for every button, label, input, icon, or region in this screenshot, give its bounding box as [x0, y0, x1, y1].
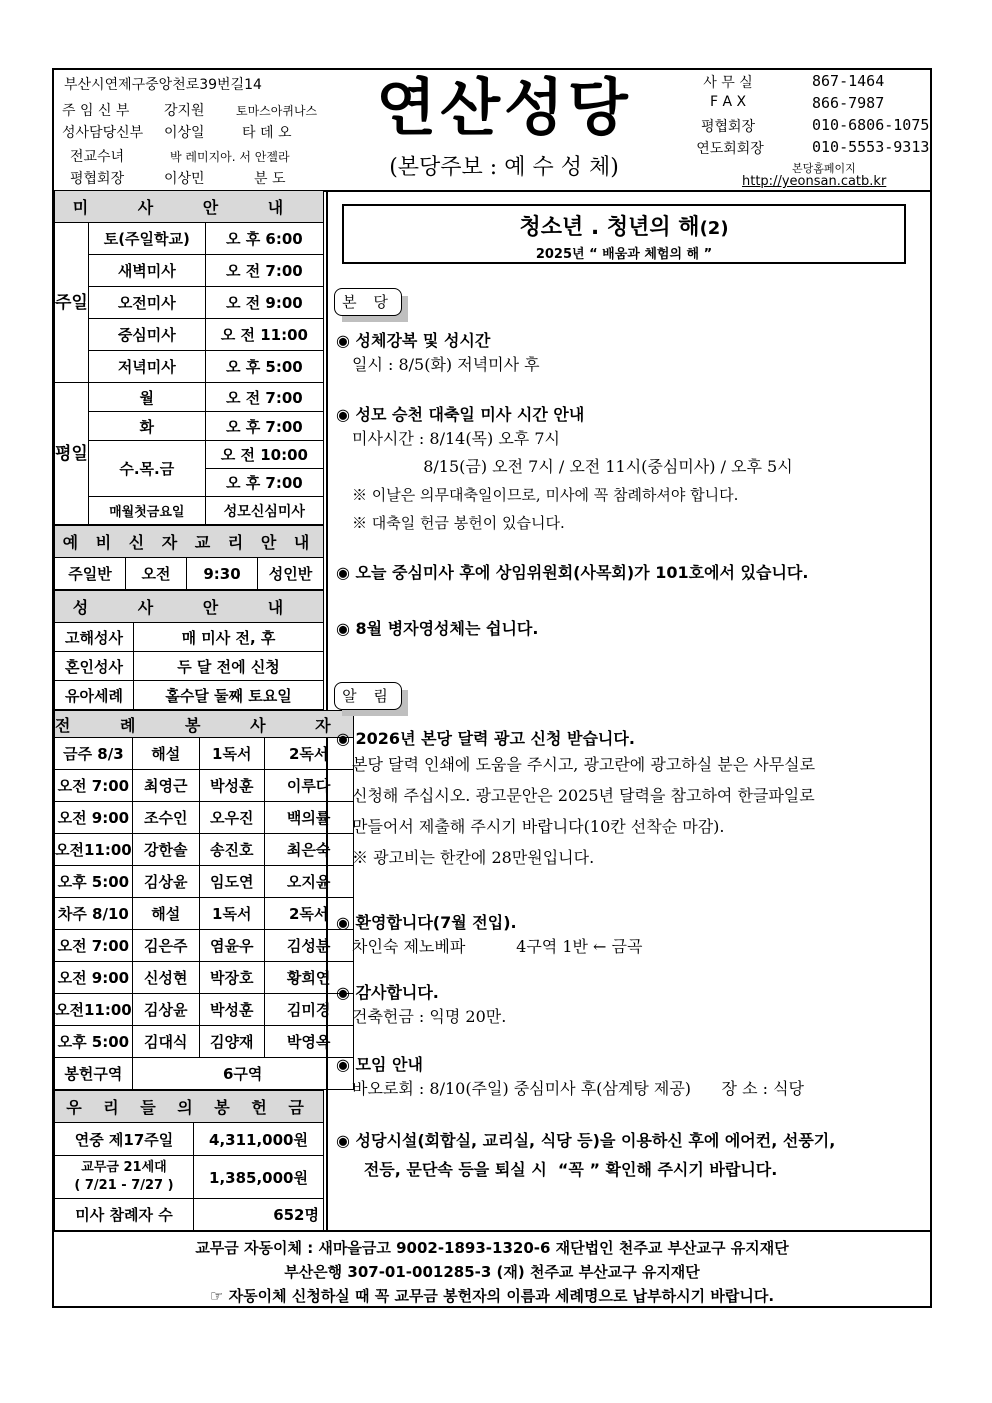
item-heading: ◉ 8월 병자영성체는 쉽니다. — [336, 619, 539, 638]
dues-amount: 1,385,000원 — [194, 1156, 324, 1199]
sunday-label: 주일 — [55, 223, 89, 383]
server-time: 오전 9:00 — [55, 962, 133, 994]
server-name: 최은숙 — [264, 834, 353, 866]
footer — [54, 1230, 930, 1308]
mass-table — [54, 190, 324, 525]
catechumen-type: 성인반 — [258, 558, 324, 590]
table-row — [55, 770, 354, 802]
server-name: 박영옥 — [264, 1026, 353, 1058]
dues-label — [55, 1156, 194, 1199]
right-column — [328, 190, 930, 1230]
footer-line: ☞ 자동이체 신청하실 때 꼭 교무금 봉헌자의 이름과 세례명으로 납부하시기 바랍니다. — [209, 1287, 775, 1305]
role-header: 해설 — [132, 898, 199, 930]
banner-title-num: (2) — [699, 218, 729, 239]
contact-value: 010-6806-1075 — [812, 116, 930, 134]
server-time: 오전 7:00 — [55, 770, 133, 802]
item-line: 신청해 주십시오. 광고문안은 2025년 달력을 참고하여 한글파일로 — [352, 786, 815, 805]
mass-name: 월 — [88, 383, 205, 412]
weekday-label: 평일 — [55, 383, 89, 525]
pastor-name: 강지원 — [164, 103, 205, 119]
sacrament-name: 유아세례 — [55, 681, 134, 710]
server-name: 오지윤 — [264, 866, 353, 898]
mass-time: 성모신심미사 — [205, 497, 323, 525]
mass-name: 매월첫금요일 — [88, 497, 205, 525]
role-header: 1독서 — [199, 738, 264, 770]
footer-line: 부산은행 307-01-001285-3 (재) 천주교 부산교구 유지재단 — [284, 1263, 700, 1281]
server-name: 박성훈 — [199, 770, 264, 802]
item-line: ※ 대축일 헌금 봉헌이 있습니다. — [352, 514, 565, 532]
role-header: 해설 — [132, 738, 199, 770]
banner-title-line — [344, 210, 904, 241]
mass-time: 오 전 7:00 — [205, 383, 323, 412]
item-heading: ◉ 성체강복 및 성시간 — [336, 331, 491, 350]
sacrament-value: 홀수달 둘째 토요일 — [134, 681, 324, 710]
servers-section-header: 전 례 봉 사 자 — [55, 711, 354, 738]
server-name: 신성현 — [132, 962, 199, 994]
council-name: 이상민 — [164, 171, 205, 187]
offering-label: 연중 제17주일 — [55, 1123, 194, 1156]
assistant-label: 성사담당신부 — [62, 125, 144, 141]
list-item — [336, 1128, 926, 1180]
server-name: 김상윤 — [132, 994, 199, 1026]
mass-time: 오 전 9:00 — [205, 287, 323, 319]
sister-label: 전교수녀 — [70, 149, 125, 165]
sacrament-name: 고해성사 — [55, 623, 134, 652]
title-block — [344, 70, 664, 190]
assistant-name: 이상일 — [164, 125, 205, 141]
item-line: 만들어서 제출해 주시기 바랍니다(10칸 선착순 마감). — [352, 817, 725, 836]
offering-amount: 4,311,000원 — [194, 1123, 324, 1156]
server-name: 김양재 — [199, 1026, 264, 1058]
sister-names: 박 레미지아. 서 안젤라 — [170, 150, 290, 164]
catechumen-day: 주일반 — [55, 558, 126, 590]
table-row — [55, 834, 354, 866]
list-item — [336, 328, 926, 379]
contact-value: 867-1464 — [812, 72, 885, 90]
item-line: ※ 광고비는 한칸에 28만원입니다. — [352, 848, 595, 867]
contact-value: 010-5553-9313 — [812, 138, 930, 156]
table-row — [55, 994, 354, 1026]
table-row — [55, 962, 354, 994]
item-heading: ◉ 성당시설(회합실, 교리실, 식당 등)을 이용하신 후에 에어컨, 선풍기, — [336, 1131, 836, 1150]
notice-tag: 알 림 — [334, 682, 402, 710]
contact-label: F A X — [709, 94, 747, 110]
mass-name: 저녁미사 — [88, 351, 205, 383]
server-time: 오후 5:00 — [55, 866, 133, 898]
pastor-label: 주 임 신 부 — [62, 103, 130, 119]
item-heading: ◉ 오늘 중심미사 후에 상임위원회(사목회)가 101호에서 있습니다. — [336, 563, 809, 582]
contact-value: 866-7987 — [812, 94, 885, 112]
dues-label-line: ( 7/21 - 7/27 ) — [74, 1178, 174, 1193]
mass-section-header: 미 사 안 내 — [55, 191, 324, 223]
list-item — [336, 616, 926, 639]
table-row — [55, 802, 354, 834]
address: 부산시연제구중앙천로39번길14 — [64, 77, 262, 93]
list-item — [336, 980, 926, 1031]
item-heading: ◉ 성모 승천 대축일 미사 시간 안내 — [336, 405, 585, 424]
offering-section-header: 우 리 들 의 봉 헌 금 — [55, 1091, 324, 1123]
item-heading: ◉ 모임 안내 — [336, 1055, 423, 1074]
table-row — [55, 930, 354, 962]
server-name: 이루다 — [264, 770, 353, 802]
mass-time: 오 후 5:00 — [205, 351, 323, 383]
pastor-baptism: 토마스아퀴나스 — [236, 104, 318, 118]
dues-label-line: 교무금 21세대 — [81, 1160, 167, 1175]
sacrament-value: 두 달 전에 신청 — [134, 652, 324, 681]
server-time: 오전 7:00 — [55, 930, 133, 962]
offering-table — [54, 1090, 324, 1231]
table-row — [55, 866, 354, 898]
mass-time: 오 전 7:00 — [205, 255, 323, 287]
mass-time: 오 전 11:00 — [205, 319, 323, 351]
header — [54, 70, 930, 192]
server-name: 오우진 — [199, 802, 264, 834]
left-column — [54, 190, 353, 1230]
bulletin-frame — [52, 68, 932, 1308]
server-name: 박장호 — [199, 962, 264, 994]
server-name: 김성분 — [264, 930, 353, 962]
list-item — [336, 1052, 926, 1103]
week-label: 금주 8/3 — [55, 738, 133, 770]
sacrament-section-header: 성 사 안 내 — [55, 591, 324, 623]
role-header: 2독서 — [264, 738, 353, 770]
item-line: 미사시간 : 8/14(목) 오후 7시 — [352, 429, 560, 448]
server-time: 오후 5:00 — [55, 1026, 133, 1058]
item-line: 8/15(금) 오전 7시 / 오전 11시(중심미사) / 오후 5시 — [352, 457, 793, 476]
server-name: 최영근 — [132, 770, 199, 802]
banner-sub: 2025년 “ 배움과 체험의 해 ” — [535, 247, 713, 262]
server-time: 오전11:00 — [55, 834, 133, 866]
item-line: ※ 이날은 의무대축일이므로, 미사에 꼭 참례하셔야 합니다. — [352, 486, 739, 504]
catechumen-table — [54, 525, 324, 590]
assistant-baptism: 타 데 오 — [242, 125, 292, 141]
offering-area: 6구역 — [132, 1058, 353, 1090]
servers-table — [54, 710, 354, 1090]
footer-line: 교무금 자동이체 : 새마을금고 9002-1893-1320-6 재단법인 천주교 부산교구 유지재단 — [195, 1239, 789, 1257]
item-heading: ◉ 환영합니다(7월 전입). — [336, 913, 517, 932]
item-line: 차인숙 제노베파 4구역 1반 ← 금곡 — [352, 937, 643, 956]
list-item — [336, 910, 926, 961]
server-name: 조수인 — [132, 802, 199, 834]
mass-time: 오 전 10:00 — [205, 441, 323, 469]
item-heading: ◉ 2026년 본당 달력 광고 신청 받습니다. — [336, 729, 635, 748]
attend-value: 652명 — [194, 1199, 324, 1231]
list-item — [336, 560, 926, 583]
server-time: 오전 9:00 — [55, 802, 133, 834]
catechumen-time: 9:30 — [187, 558, 258, 590]
mass-name: 토(주일학교) — [88, 223, 205, 255]
server-name: 김미경 — [264, 994, 353, 1026]
homepage-link[interactable]: http://yeonsan.catb.kr — [742, 174, 887, 189]
sacrament-value: 매 미사 전, 후 — [134, 623, 324, 652]
server-name: 황희연 — [264, 962, 353, 994]
page-title: 연산성당 — [376, 71, 632, 144]
server-name: 강한솔 — [132, 834, 199, 866]
council-baptism: 분 도 — [254, 171, 286, 187]
parish-tag: 본 당 — [334, 288, 402, 316]
attend-label: 미사 참례자 수 — [55, 1199, 194, 1231]
server-name: 염윤우 — [199, 930, 264, 962]
mass-name: 중심미사 — [88, 319, 205, 351]
mass-name: 새벽미사 — [88, 255, 205, 287]
sacrament-table — [54, 590, 324, 710]
server-name: 임도연 — [199, 866, 264, 898]
server-name: 송진호 — [199, 834, 264, 866]
mass-time: 오 후 7:00 — [205, 412, 323, 441]
list-item — [336, 402, 926, 537]
homepage-label: 본당홈페이지 — [792, 162, 856, 175]
item-heading: ◉ 감사합니다. — [336, 983, 439, 1002]
sacrament-name: 혼인성사 — [55, 652, 134, 681]
item-line: 일시 : 8/5(화) 저녁미사 후 — [352, 355, 540, 374]
contact-label: 연도회회장 — [696, 141, 764, 157]
mass-time: 오 후 6:00 — [205, 223, 323, 255]
catechumen-section-header: 예 비 신 자 교 리 안 내 — [55, 526, 324, 558]
item-line: 본당 달력 인쇄에 도움을 주시고, 광고란에 광고하실 분은 사무실로 — [352, 755, 816, 774]
mass-time: 오 후 7:00 — [205, 469, 323, 497]
mass-name: 수.목.금 — [88, 441, 205, 497]
server-name: 백의률 — [264, 802, 353, 834]
server-name: 김상윤 — [132, 866, 199, 898]
theme-banner — [342, 204, 906, 264]
page-subtitle: (본당주보 : 예 수 성 체) — [389, 155, 619, 180]
council-label: 평협회장 — [70, 171, 125, 187]
server-name: 박성훈 — [199, 994, 264, 1026]
role-header: 2독서 — [264, 898, 353, 930]
contact-info — [682, 70, 930, 190]
mass-name: 화 — [88, 412, 205, 441]
table-row — [55, 1026, 354, 1058]
clergy-info — [54, 70, 324, 190]
role-header: 1독서 — [199, 898, 264, 930]
server-name: 김은주 — [132, 930, 199, 962]
list-item — [336, 726, 926, 873]
mass-name: 오전미사 — [88, 287, 205, 319]
catechumen-ampm: 오전 — [126, 558, 187, 590]
contact-label: 평협회장 — [700, 119, 756, 135]
server-time: 오전11:00 — [55, 994, 133, 1026]
item-heading: 전등, 문단속 등을 퇴실 시 “꼭 ” 확인해 주시기 바랍니다. — [336, 1160, 778, 1179]
item-line: 건축헌금 : 익명 20만. — [352, 1007, 507, 1026]
week-label: 차주 8/10 — [55, 898, 133, 930]
server-name: 김대식 — [132, 1026, 199, 1058]
contact-label: 사 무 실 — [703, 75, 753, 91]
offering-area-label: 봉헌구역 — [55, 1058, 133, 1090]
banner-title: 청소년 . 청년의 해 — [519, 215, 700, 240]
item-line: 바오로회 : 8/10(주일) 중심미사 후(삼계탕 제공) 장 소 : 식당 — [352, 1079, 805, 1098]
